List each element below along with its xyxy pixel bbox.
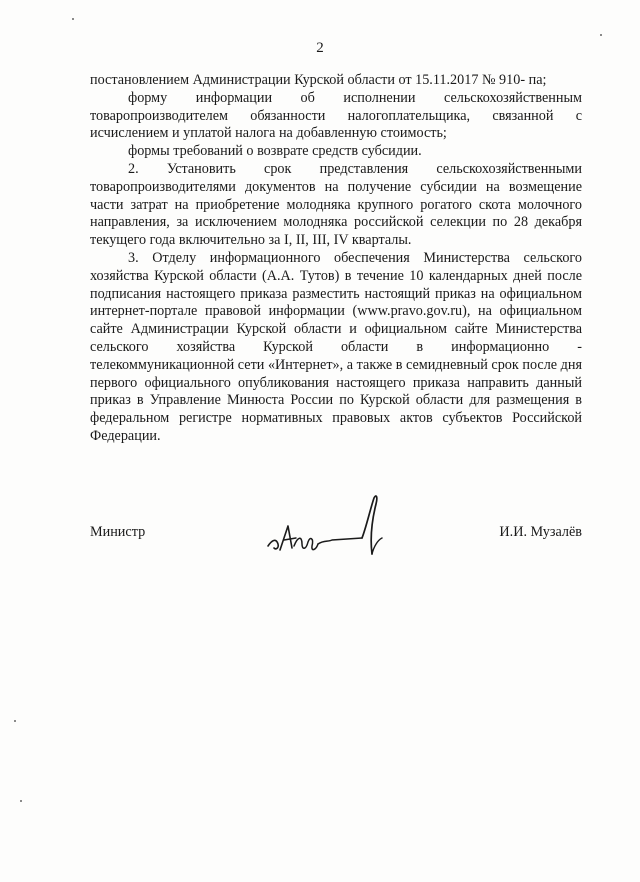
- page-number: 2: [316, 40, 324, 56]
- paragraph-reference: постановлением Администрации Курской области от 15.11.2017 № 910- па;: [90, 72, 547, 88]
- signatory-name: И.И. Музалёв: [499, 524, 582, 540]
- paragraph-vat-form: форму информации об исполнении сельскохозяйственным товаропроизводителем обязанности налогоплательщика, связанной с исчислением и уплатой налога на добавленную стоимость;: [90, 89, 582, 142]
- scan-speck: [14, 720, 16, 722]
- document-body: [90, 72, 582, 446]
- paragraph-clause-3: 3. Отделу информационного обеспечения Министерства сельского хозяйства Курской области (А.А. Тутов) в течение 10 календарных дней после подписания настоящего приказа разместить настоящий приказ на официальном интернет-портале правовой информации (www.pravo.gov.ru), на официальном сайте Администрации Курской области и официальном сайте Министерства сельского хозяйства Курской области в информационно - телекоммуникационной сети «Интернет», а также в семидневный срок после дня первого официального опубликования настоящего приказа направить данный приказ в Управление Минюста России по Курской области для размещения в федеральном регистре нормативных правовых актов субъектов Российской Федерации.: [90, 249, 582, 444]
- scan-speck: [20, 800, 22, 802]
- paragraph-clause-2: 2. Установить срок представления сельскохозяйственными товаропроизводителями документов на получение субсидии на возмещение части затрат на приобретение молодняка крупного рогатого скота молочного направления, за исключением молодняка российской селекции по 28 декабря текущего года включительно за I, II, III, IV кварталы.: [90, 160, 582, 249]
- scan-speck: [72, 18, 74, 20]
- handwritten-signature: [262, 488, 402, 568]
- paragraph-refund-form: формы требований о возврате средств субсидии.: [128, 143, 422, 160]
- scan-speck: [600, 34, 602, 36]
- signatory-title: Министр: [90, 524, 146, 540]
